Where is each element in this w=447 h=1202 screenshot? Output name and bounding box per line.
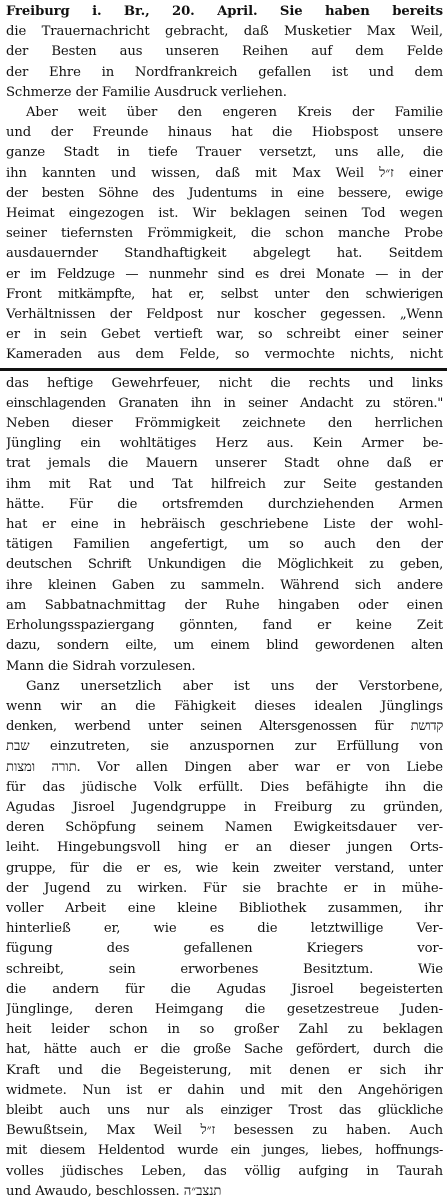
text-line: widmete. Nun ist er dahin und mit den Angehörigen xyxy=(6,1082,443,1098)
article-section-1 xyxy=(6,2,443,366)
text-line: Heimat eingezogen ist. Wir beklagen seinen Tod wegen xyxy=(6,206,443,222)
text-line: trat jemals die Mauern unserer Stadt ohne daß er xyxy=(6,456,443,472)
text-line: ihre kleinen Gaben zu sammeln. Während sich andere xyxy=(6,577,443,593)
text-line: er im Feldzuge — nunmehr sind es drei Monate — in der xyxy=(6,266,443,282)
text-line: Front mitkämpfte, hat er, selbst unter den schwierigen xyxy=(6,286,443,302)
text-line: hat, hätte auch er die große Sache gefördert, durch die xyxy=(6,1042,443,1058)
text-line: das heftige Gewehrfeuer, nicht die rechts und links xyxy=(6,375,443,391)
text-line: der besten Söhne des Judentums in eine bessere, ewige xyxy=(6,185,443,201)
text-line: am Sabbatnachmittag der Ruhe hingaben oder einen xyxy=(6,597,443,613)
text-line: תורה ומצות. Vor allen Dingen aber war er von Liebe xyxy=(6,759,443,775)
text-line: ausdauernder Standhaftigkeit abgelegt hat. Seitdem xyxy=(6,246,443,262)
text-line: seiner tiefernsten Frömmigkeit, die schon manche Probe xyxy=(6,226,443,242)
text-line: hätte. Für die ortsfremden durchziehenden Armen xyxy=(6,496,443,512)
text-line: ganze Stadt in tiefe Trauer versetzt, uns alle, die xyxy=(6,145,443,161)
text-line: deutschen Schrift Unkundigen die Möglichkeit zu geben, xyxy=(6,557,443,573)
text-line: Jünglinge, deren Heimgang die gesetzestreue Juden- xyxy=(6,1001,443,1017)
text-line: gruppe, für die er es, wie kein zweiter verstand, unter xyxy=(6,860,443,876)
text-line: Neben dieser Frömmigkeit zeichnete den herrlichen xyxy=(6,416,443,432)
text-line: Schmerze der Familie Ausdruck verliehen. xyxy=(6,84,287,100)
text-line: Ganz unersetzlich aber ist uns der Verstorbene, xyxy=(26,678,443,694)
text-line: voller Arbeit eine kleine Bibliothek zusammen, ihr xyxy=(6,900,443,916)
text-line: der Besten aus unseren Reihen auf dem Felde xyxy=(6,44,443,60)
text-line: wenn wir an die Fähigkeit dieses idealen Jünglings xyxy=(6,698,443,714)
text-line: Mann die Sidrah vorzulesen. xyxy=(6,658,196,674)
text-line: der Jugend zu wirken. Für sie brachte er in mühe- xyxy=(6,880,443,896)
text-line: die Trauernachricht gebracht, daß Musketier Max Weil, xyxy=(6,24,443,40)
text-line: volles jüdisches Leben, das völlig aufging in Taurah xyxy=(6,1163,443,1179)
text-line: Jüngling ein wohltätiges Herz aus. Kein Armer be- xyxy=(6,436,443,452)
text-line: der Ehre in Nordfrankreich gefallen ist und dem xyxy=(6,64,443,80)
text-line: Kameraden aus dem Felde, so vermochte nichts, nicht xyxy=(6,347,443,363)
text-line: Verhältnissen der Feldpost nur koscher gegessen. „Wenn xyxy=(6,307,443,323)
text-line: Bewußtsein, Max Weil ז״ל besessen zu haben. Auch xyxy=(6,1123,443,1139)
text-line: und der Freunde hinaus hat die Hiobspost unsere xyxy=(6,125,443,141)
text-line: dazu, sondern eilte, um einem blind gewordenen alten xyxy=(6,638,443,654)
text-line: deren Schöpfung seinem Namen Ewigkeitsdauer ver- xyxy=(6,820,443,836)
text-line: hinterließ er, wie es die letztwillige Ver- xyxy=(6,921,443,937)
text-line: bleibt auch uns nur als einziger Trost das glückliche xyxy=(6,1102,443,1118)
text-line: die andern für die Agudas Jisroel begeisterten xyxy=(6,981,443,997)
text-line: שבת einzutreten, sie anzuspornen zur Erfüllung von xyxy=(6,739,443,755)
text-line: Freiburg i. Br., 20. April. Sie haben bereits xyxy=(6,4,443,19)
text-line: er in sein Gebet vertieft war, so schreibt einer seiner xyxy=(6,327,443,343)
article-section-2 xyxy=(6,374,443,1202)
text-line: heit leider schon in so großer Zahl zu beklagen xyxy=(6,1022,443,1038)
text-line: ihm mit Rat und Tat hilfreich zur Seite gestanden xyxy=(6,476,443,492)
text-line: Erholungsspaziergang gönnten, fand er keine Zeit xyxy=(6,618,443,634)
text-line: Agudas Jisroel Jugendgruppe in Freiburg zu gründen, xyxy=(6,799,443,815)
text-line: denken, werbend unter seinen Altersgenossen für קדושת xyxy=(6,719,443,735)
text-line: Aber weit über den engeren Kreis der Familie xyxy=(26,105,443,121)
text-line: fügung des gefallenen Kriegers vor- xyxy=(6,941,443,957)
text-line: für das jüdische Volk erfüllt. Dies befähigte ihn die xyxy=(6,779,443,795)
text-line: tätigen Familien angefertigt, um so auch den der xyxy=(6,537,443,553)
text-line: und Awaudo, beschlossen. תנצב״ה xyxy=(6,1183,222,1199)
text-line: schreibt, sein erworbenes Besitztum. Wie xyxy=(6,961,443,977)
text-line: Kraft und die Begeisterung, mit denen er sich ihr xyxy=(6,1062,443,1078)
column-divider xyxy=(0,368,447,371)
text-line: hat er eine in hebräisch geschriebene Liste der wohl- xyxy=(6,517,443,533)
text-line: mit diesem Heldentod wurde ein junges, liebes, hoffnungs- xyxy=(6,1143,443,1159)
text-line: ihn kannten und wissen, daß mit Max Weil ז״ל einer xyxy=(6,165,443,181)
text-line: einschlagenden Granaten ihn in seiner Andacht zu stören." xyxy=(6,395,443,411)
text-line: leiht. Hingebungsvoll hing er an dieser jungen Orts- xyxy=(6,840,443,856)
